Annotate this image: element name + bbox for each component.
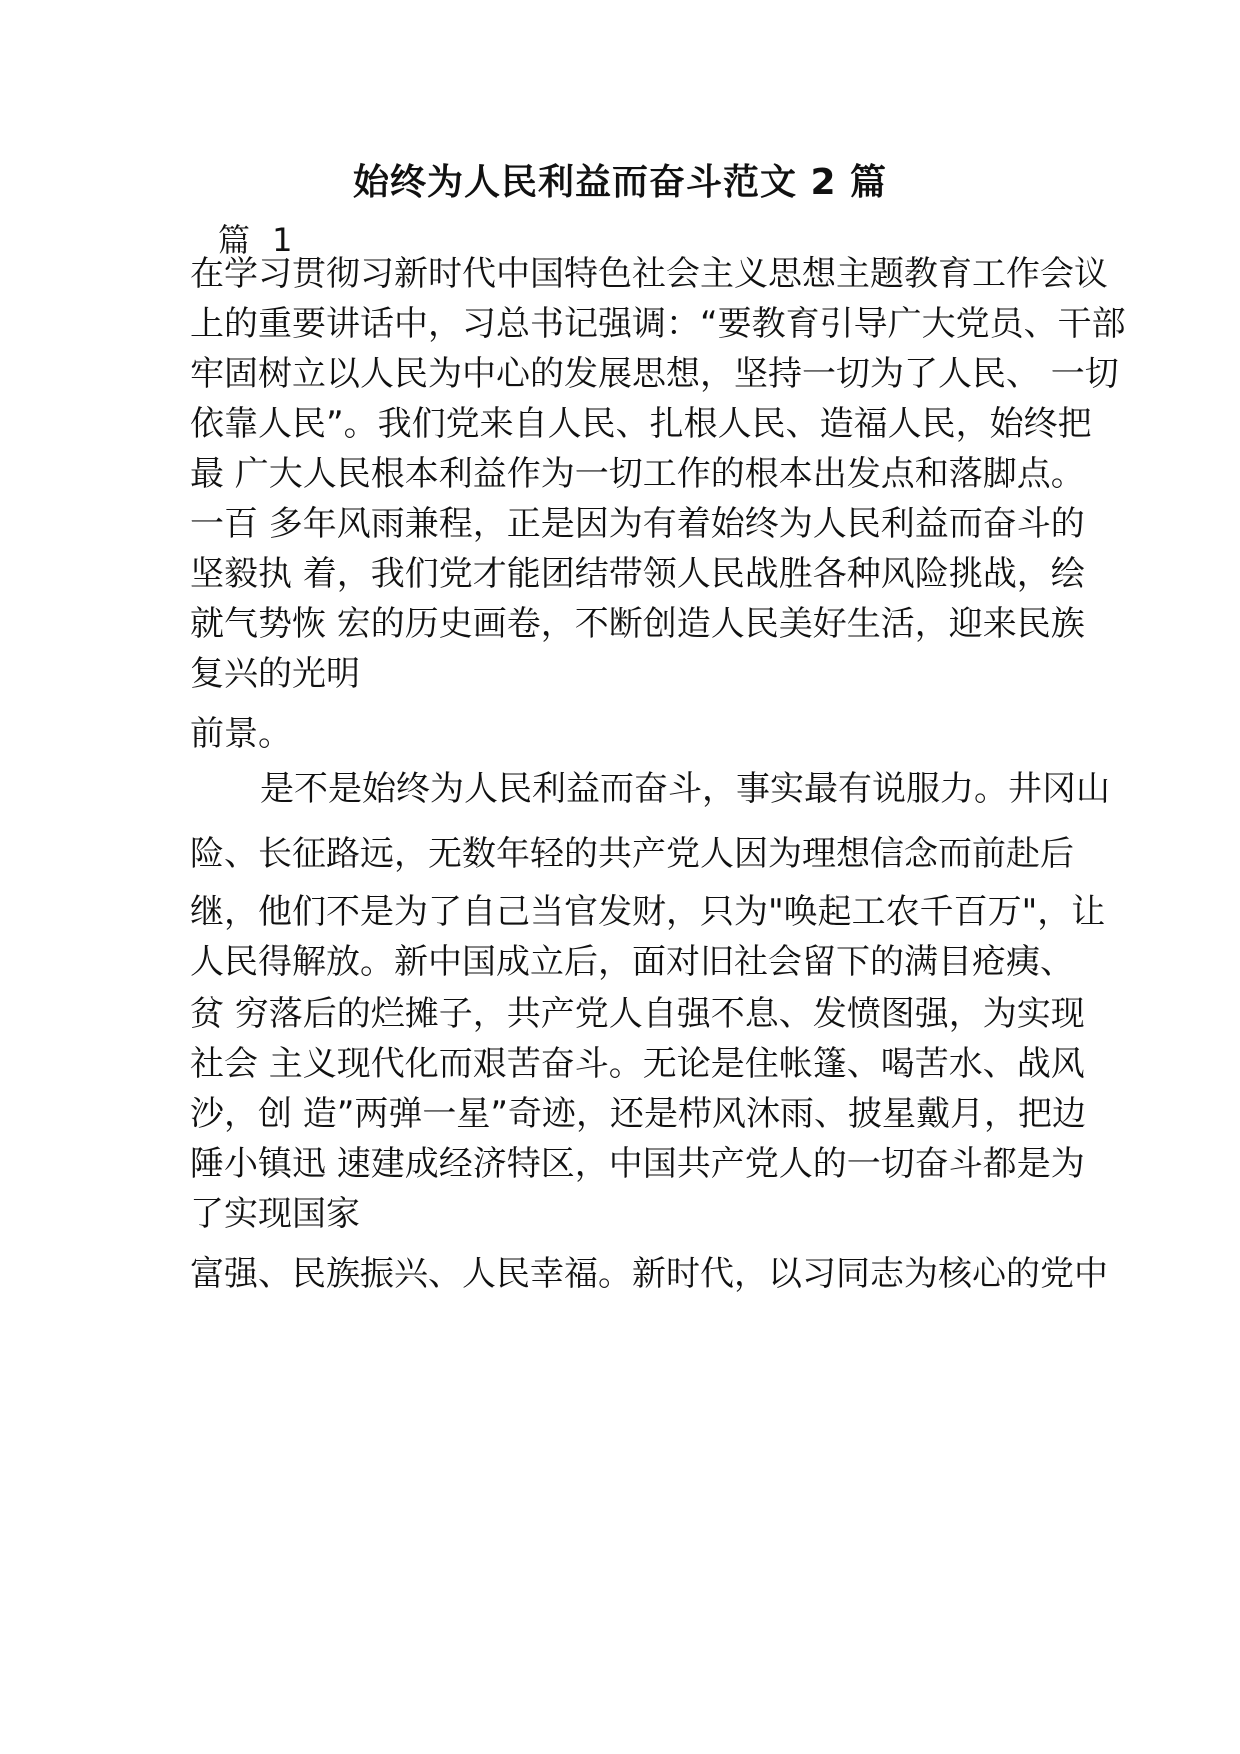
text-line: 社会 主义现代化而艰苦奋斗。无论是住帐篷、喝苦水、战风	[190, 1044, 1085, 1084]
section-label: 篇 1	[218, 221, 299, 259]
text-line: 牢固树立以人民为中心的发展思想，坚持一切为了人民、 一切	[190, 354, 1119, 394]
text-line: 就气势恢 宏的历史画卷，不断创造人民美好生活，迎来民族	[190, 604, 1085, 644]
text-line: 在学习贯彻习新时代中国特色社会主义思想主题教育工作会议	[190, 254, 1108, 294]
text-line: 最 广大人民根本利益作为一切工作的根本出发点和落脚点。	[190, 454, 1085, 494]
text-line: 一百 多年风雨兼程，正是因为有着始终为人民利益而奋斗的	[190, 504, 1085, 544]
text-line: 依靠人民”。我们党来自人民、扎根人民、造福人民，始终把	[190, 404, 1092, 444]
text-line: 了实现国家	[190, 1194, 360, 1234]
text-line: 陲小镇迅 速建成经济特区，中国共产党人的一切奋斗都是为	[190, 1144, 1085, 1184]
text-line: 上的重要讲话中，习总书记强调：“要教育引导广大党员、干部	[190, 304, 1126, 344]
text-line: 人民得解放。新中国成立后，面对旧社会留下的满目疮痍、	[190, 942, 1074, 982]
text-line: 复兴的光明	[190, 654, 360, 694]
text-line: 继，他们不是为了自己当官发财，只为"唤起工农千百万"，让	[190, 892, 1106, 932]
text-line: 险、长征路远，无数年轻的共产党人因为理想信念而前赴后	[190, 834, 1074, 874]
text-line: 沙，创 造”两弹一星”奇迹，还是栉风沐雨、披星戴月，把边	[190, 1094, 1087, 1134]
text-line: 前景。	[190, 714, 292, 754]
document-title: 始终为人民利益而奋斗范文 2 篇	[352, 162, 888, 203]
text-line: 贫 穷落后的烂摊子，共产党人自强不息、发愤图强，为实现	[190, 994, 1085, 1034]
text-line: 坚毅执 着，我们党才能团结带领人民战胜各种风险挑战，绘	[190, 554, 1085, 594]
text-line: 富强、民族振兴、人民幸福。新时代，以习同志为核心的党中	[190, 1254, 1108, 1294]
text-line: 是不是始终为人民利益而奋斗，事实最有说服力。井冈山	[260, 769, 1110, 809]
